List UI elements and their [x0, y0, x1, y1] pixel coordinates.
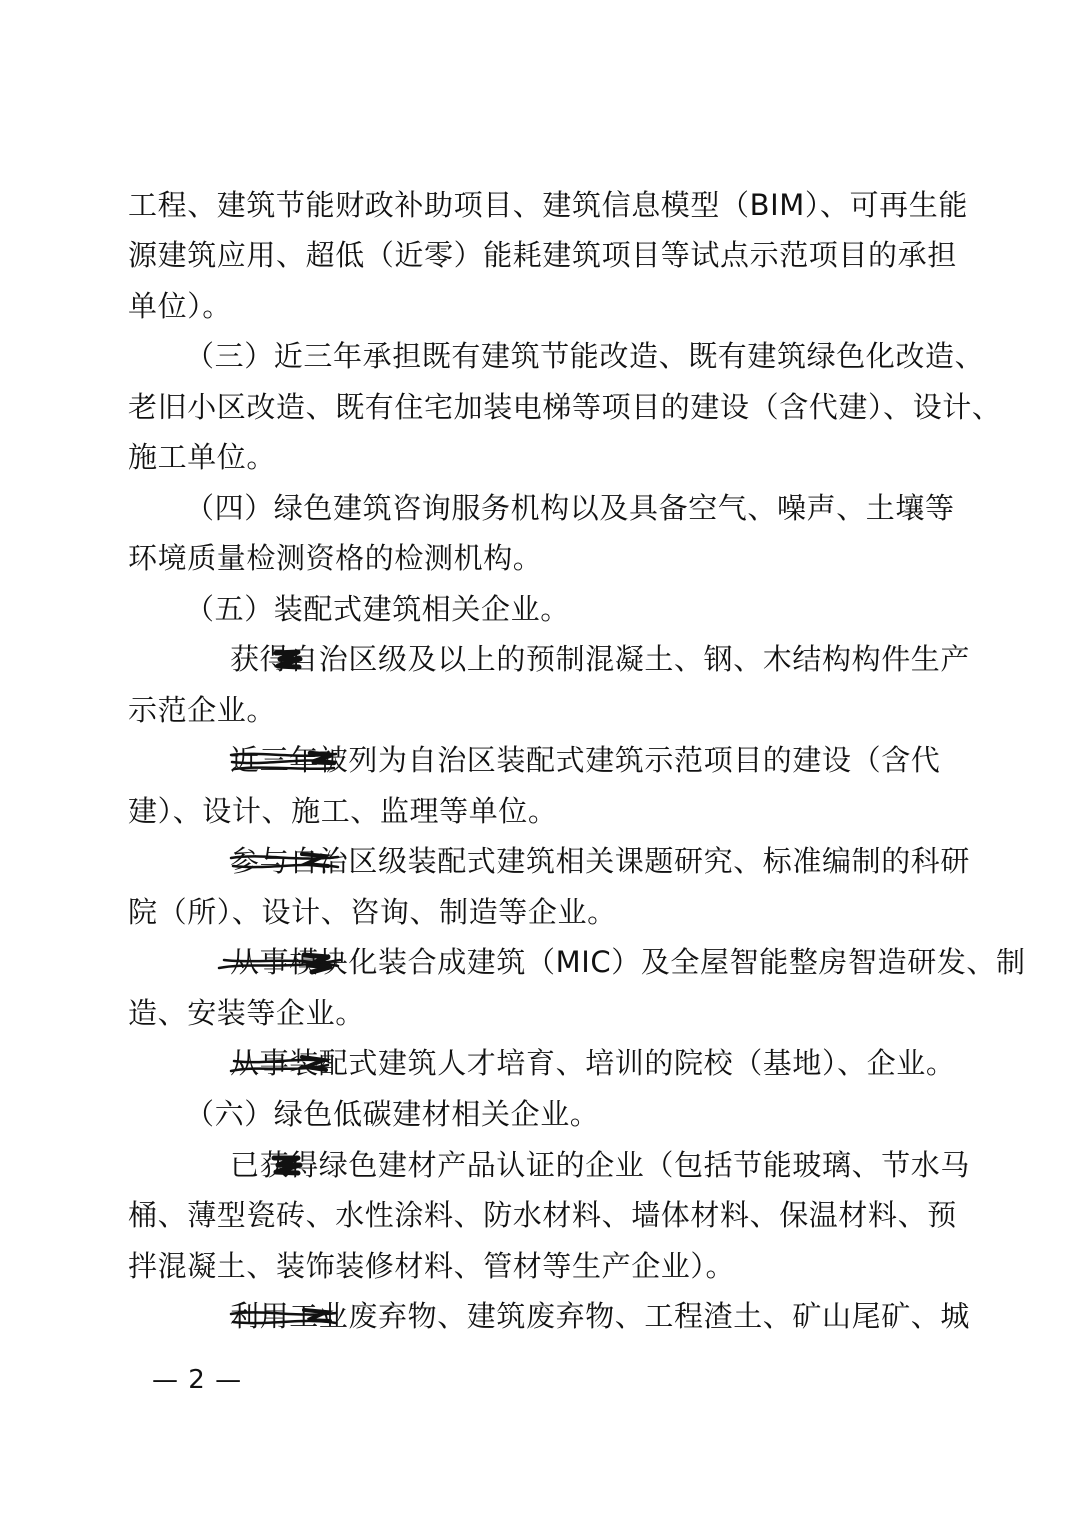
- page-number: — 2 —: [152, 1365, 243, 1395]
- text-line-12: 近三年被列为自治区装配式建筑示范项目的建设（含代: [230, 743, 941, 777]
- text-line-3: 单位）。: [128, 289, 232, 323]
- text-line-10: 获得自治区级及以上的预制混凝土、钢、木结构构件生产: [230, 642, 971, 676]
- text-line-22: 拌混凝土、装饰装修材料、管材等生产企业）。: [128, 1249, 736, 1283]
- text-line-18: 从事装配式建筑人才培育、培训的院校（基地）、企业。: [230, 1046, 956, 1080]
- section-3-heading-line: （三）近三年承担既有建筑节能改造、既有建筑绿色化改造、: [185, 339, 985, 373]
- text-line-21: 桶、薄型瓷砖、水性涂料、防水材料、墙体材料、保温材料、预: [128, 1198, 957, 1232]
- text-line-13: 建）、设计、施工、监理等单位。: [128, 794, 558, 828]
- text-line-23: 利用工业废弃物、建筑废弃物、工程渣土、矿山尾矿、城: [230, 1299, 971, 1333]
- text-line-16: 从事模块化装合成建筑（MIC）及全屋智能整房智造研发、制: [230, 945, 1026, 979]
- text-line-1: 工程、建筑节能财政补助项目、建筑信息模型（BIM）、可再生能: [128, 188, 968, 222]
- text-line-15: 院（所）、设计、咨询、制造等企业。: [128, 895, 617, 929]
- section-6-heading: （六）绿色低碳建材相关企业。: [185, 1097, 600, 1131]
- section-4-heading-line: （四）绿色建筑咨询服务机构以及具备空气、噪声、土壤等: [185, 491, 955, 525]
- text-line-2: 源建筑应用、超低（近零）能耗建筑项目等试点示范项目的承担: [128, 238, 957, 272]
- section-5-heading: （五）装配式建筑相关企业。: [185, 592, 570, 626]
- text-line-11: 示范企业。: [128, 693, 277, 727]
- text-line-6: 施工单位。: [128, 440, 277, 474]
- text-line-17: 造、安装等企业。: [128, 996, 365, 1030]
- text-line-20: 已获得绿色建材产品认证的企业（包括节能玻璃、节水马: [230, 1148, 971, 1182]
- text-line-5: 老旧小区改造、既有住宅加装电梯等项目的建设（含代建）、设计、: [128, 390, 1002, 424]
- text-line-14: 参与自治区级装配式建筑相关课题研究、标准编制的科研: [230, 844, 971, 878]
- text-line-8: 环境质量检测资格的检测机构。: [128, 541, 543, 575]
